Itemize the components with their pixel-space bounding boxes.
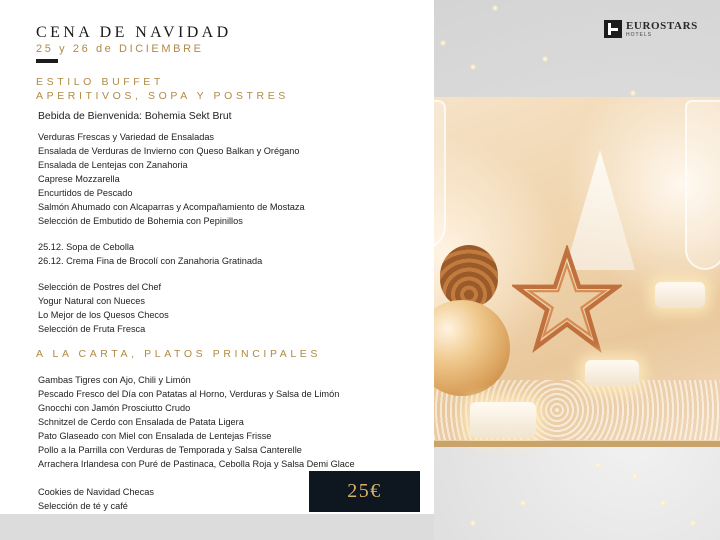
eurostars-logo xyxy=(604,20,698,40)
sparkle-decoration xyxy=(690,520,696,526)
candle-decoration xyxy=(655,282,705,308)
menu-item: Encurtidos de Pescado xyxy=(38,188,133,198)
logo-mark-icon xyxy=(604,20,622,38)
menu-item: 26.12. Crema Fina de Brocolí con Zanahoria Gratinada xyxy=(38,256,263,266)
menu-item: Selección de Embutido de Bohemia con Pepinillos xyxy=(38,216,243,226)
price-label: 25€ xyxy=(347,480,382,502)
page-title: CENA DE NAVIDAD xyxy=(36,24,232,41)
menu-item: Verduras Frescas y Variedad de Ensaladas xyxy=(38,132,215,142)
sparkle-decoration xyxy=(632,473,638,479)
menu-item: Caprese Mozzarella xyxy=(38,174,120,184)
title-underline xyxy=(36,59,58,63)
menu-item: Pollo a la Parrilla con Verduras de Temporada y Salsa Canterelle xyxy=(38,445,302,455)
menu-item: Pescado Fresco del Día con Patatas al Horno, Verduras y Salsa de Limón xyxy=(38,389,340,399)
photo-bottom-stripe xyxy=(394,441,720,447)
sparkle-decoration xyxy=(630,90,636,96)
menu-item: Salmón Ahumado con Alcaparras y Acompañamiento de Mostaza xyxy=(38,202,305,212)
sparkle-decoration xyxy=(492,5,498,11)
menu-item: Cookies de Navidad Checas xyxy=(38,487,154,497)
menu-item: Ensalada de Verduras de Invierno con Queso Balkan y Orégano xyxy=(38,146,300,156)
sparkle-decoration xyxy=(520,500,526,506)
sparkle-decoration xyxy=(470,520,476,526)
menu-item: Arrachera Irlandesa con Puré de Pastinaca, Cebolla Roja y Salsa Demi Glace xyxy=(38,459,355,469)
candle-decoration xyxy=(470,402,536,438)
star-decoration xyxy=(512,245,622,355)
menu-item: Ensalada de Lentejas con Zanahoria xyxy=(38,160,188,170)
page-subtitle: 25 y 26 de DICIEMBRE xyxy=(36,43,204,55)
sparkle-decoration xyxy=(542,56,548,62)
menu-item: Selección de Fruta Fresca xyxy=(38,324,146,334)
section-heading-aperitivos: APERITIVOS, SOPA Y POSTRES xyxy=(36,90,289,102)
menu-item: Yogur Natural con Nueces xyxy=(38,296,145,306)
menu-item: 25.12. Sopa de Cebolla xyxy=(38,242,135,252)
section-heading-buffet: ESTILO BUFFET xyxy=(36,76,164,88)
menu-item: Gnocchi con Jamón Prosciutto Crudo xyxy=(38,403,191,413)
menu-item: Schnitzel de Cerdo con Ensalada de Patata Ligera xyxy=(38,417,244,427)
welcome-drink: Bebida de Bienvenida: Bohemia Sekt Brut xyxy=(38,111,232,122)
sparkle-decoration xyxy=(440,40,446,46)
menu-item: Selección de Postres del Chef xyxy=(38,282,162,292)
logo-sub: HOTELS xyxy=(626,32,653,38)
section-heading-carta: A LA CARTA, PLATOS PRINCIPALES xyxy=(36,348,322,360)
menu-item: Pato Glaseado con Miel con Ensalada de Lentejas Frisse xyxy=(38,431,272,441)
candle-decoration xyxy=(585,360,639,386)
glass-decoration xyxy=(685,100,720,270)
sparkle-decoration xyxy=(595,462,601,468)
menu-item: Lo Mejor de los Quesos Checos xyxy=(38,310,169,320)
menu-item: Selección de té y café xyxy=(38,501,128,511)
price-box xyxy=(309,471,420,512)
pinecone-decoration xyxy=(440,245,498,307)
sparkle-decoration xyxy=(660,500,666,506)
sparkle-decoration xyxy=(470,64,476,70)
menu-item: Gambas Tigres con Ajo, Chili y Limón xyxy=(38,375,191,385)
logo-name: EUROSTARS xyxy=(626,20,698,32)
